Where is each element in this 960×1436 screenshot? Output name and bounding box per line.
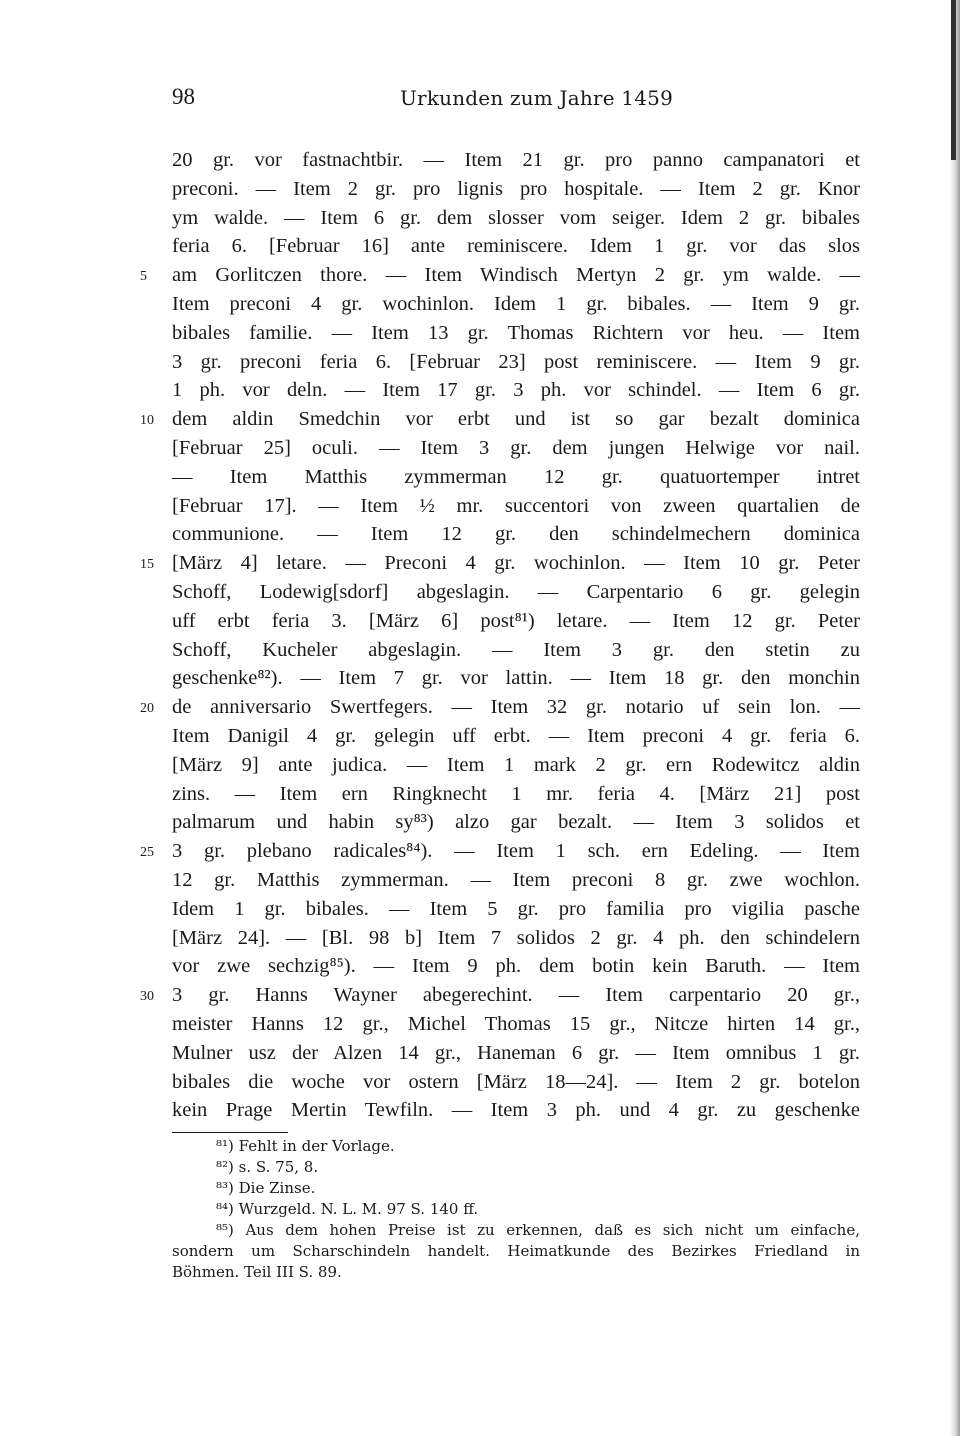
footnotes xyxy=(172,1136,860,1283)
text-line xyxy=(172,290,860,319)
line-text: Item Danigil 4 gr. gelegin uff erbt. — Item preconi 4 gr. feria 6. xyxy=(172,724,860,747)
line-text: ym walde. — Item 6 gr. dem slosser vom seiger. Idem 2 gr. bibales xyxy=(172,206,860,229)
line-text: communione. — Item 12 gr. den schindelmechern dominica xyxy=(172,523,860,546)
text-line xyxy=(172,1096,860,1125)
line-text: 1 ph. vor deln. — Item 17 gr. 3 ph. vor schindel. — Item 6 gr. xyxy=(172,379,860,402)
line-text: zins. — Item ern Ringknecht 1 mr. feria 4. [März 21] post xyxy=(172,782,860,805)
text-line xyxy=(140,693,860,722)
line-text: palmarum und habin sy⁸³) alzo gar bezalt. — Item 3 solidos et xyxy=(172,811,860,834)
line-text: meister Hanns 12 gr., Michel Thomas 15 gr., Nitcze hirten 14 gr., xyxy=(172,1012,860,1035)
text-line xyxy=(172,780,860,809)
line-number: 5 xyxy=(140,269,147,285)
line-text: feria 6. [Februar 16] ante reminiscere. Idem 1 gr. vor das slos xyxy=(172,235,860,258)
text-line xyxy=(172,175,860,204)
text-line xyxy=(172,319,860,348)
line-text: vor zwe sechzig⁸⁵). — Item 9 ph. dem botin kein Baruth. — Item xyxy=(172,955,860,978)
text-line xyxy=(172,722,860,751)
line-text: 12 gr. Matthis zymmerman. — Item preconi 8 gr. zwe wochlon. xyxy=(172,868,860,891)
body-text xyxy=(140,146,860,1125)
text-line xyxy=(172,895,860,924)
footnote-line: Böhmen. Teil III S. 89. xyxy=(172,1263,342,1281)
line-text: uff erbt feria 3. [März 6] post⁸¹) letare. — Item 12 gr. Peter xyxy=(172,609,860,632)
text-line xyxy=(140,837,860,866)
line-text: [März 9] ante judica. — Item 1 mark 2 gr. ern Rodewitcz aldin xyxy=(172,753,860,776)
line-text: [Februar 25] oculi. — Item 3 gr. dem jungen Helwige vor nail. xyxy=(172,436,860,459)
footnote-line: ⁸⁴) Wurzgeld. N. L. M. 97 S. 140 ff. xyxy=(216,1200,479,1218)
line-number: 30 xyxy=(140,989,154,1005)
text-line xyxy=(140,405,860,434)
footnote-line: ⁸³) Die Zinse. xyxy=(216,1179,316,1197)
text-line xyxy=(172,952,860,981)
line-text: Mulner usz der Alzen 14 gr., Haneman 6 gr. — Item omnibus 1 gr. xyxy=(172,1041,860,1064)
text-line xyxy=(172,376,860,405)
text-line xyxy=(172,434,860,463)
line-text: geschenke⁸²). — Item 7 gr. vor lattin. — Item 18 gr. den monchin xyxy=(172,667,860,690)
footnote-line: ⁸²) s. S. 75, 8. xyxy=(216,1158,319,1176)
line-text: 3 gr. plebano radicales⁸⁴). — Item 1 sch. ern Edeling. — Item xyxy=(172,840,860,863)
line-text: [März 24]. — [Bl. 98 b] Item 7 solidos 2 gr. 4 ph. den schindelern xyxy=(172,926,860,949)
text-line xyxy=(172,232,860,261)
footnote-rule xyxy=(172,1132,288,1133)
line-number: 25 xyxy=(140,845,154,861)
line-text: am Gorlitczen thore. — Item Windisch Mertyn 2 gr. ym walde. — xyxy=(172,264,860,287)
line-text: bibales die woche vor ostern [März 18—24]. — Item 2 gr. botelon xyxy=(172,1070,860,1093)
text-line xyxy=(172,492,860,521)
line-number: 20 xyxy=(140,701,154,717)
text-line xyxy=(172,664,860,693)
running-title: Urkunden zum Jahre 1459 xyxy=(400,86,673,110)
text-line xyxy=(172,204,860,233)
footnote-line: ⁸¹) Fehlt in der Vorlage. xyxy=(216,1137,395,1155)
text-line xyxy=(172,924,860,953)
text-line xyxy=(140,981,860,1010)
line-text: Idem 1 gr. bibales. — Item 5 gr. pro familia pro vigilia pasche xyxy=(172,897,860,920)
text-line xyxy=(172,808,860,837)
text-line xyxy=(140,549,860,578)
line-text: 3 gr. Hanns Wayner abegerechint. — Item carpentario 20 gr., xyxy=(172,984,860,1007)
page-spine-shadow xyxy=(950,0,960,1436)
line-text: Schoff, Lodewig[sdorf] abgeslagin. — Carpentario 6 gr. gelegin xyxy=(172,580,860,603)
line-text: [März 4] letare. — Preconi 4 gr. wochinlon. — Item 10 gr. Peter xyxy=(172,552,860,575)
text-line xyxy=(172,146,860,175)
text-line xyxy=(172,520,860,549)
line-text: dem aldin Smedchin vor erbt und ist so gar bezalt dominica xyxy=(172,408,860,431)
line-text: 20 gr. vor fastnachtbir. — Item 21 gr. pro panno campanatori et xyxy=(172,149,860,171)
binding-mark xyxy=(951,0,956,160)
page-number: 98 xyxy=(172,84,195,109)
text-line xyxy=(172,751,860,780)
line-text: — Item Matthis zymmerman 12 gr. quatuortemper intret xyxy=(172,465,860,488)
text-line xyxy=(172,463,860,492)
footnote-line: sondern um Scharschindeln handelt. Heimatkunde des Bezirkes Friedland in xyxy=(172,1242,860,1260)
text-line xyxy=(172,607,860,636)
text-line xyxy=(172,578,860,607)
text-line xyxy=(172,866,860,895)
line-text: [Februar 17]. — Item ½ mr. succentori von zween quartalien de xyxy=(172,494,860,517)
text-line xyxy=(172,1068,860,1097)
line-text: Schoff, Kucheler abgeslagin. — Item 3 gr. den stetin zu xyxy=(172,638,860,661)
text-line xyxy=(172,1039,860,1068)
text-line xyxy=(172,636,860,665)
line-text: Item preconi 4 gr. wochinlon. Idem 1 gr. bibales. — Item 9 gr. xyxy=(172,292,860,315)
text-line xyxy=(172,348,860,377)
footnote-line: ⁸⁵) Aus dem hohen Preise ist zu erkennen, daß es sich nicht um einfache, xyxy=(216,1221,860,1239)
line-text: kein Prage Mertin Tewfiln. — Item 3 ph. und 4 gr. zu geschenke xyxy=(172,1099,860,1122)
line-text: de anniversario Swertfegers. — Item 32 gr. notario uf sein lon. — xyxy=(172,696,860,719)
text-line xyxy=(172,1010,860,1039)
text-line xyxy=(140,261,860,290)
line-number: 15 xyxy=(140,557,154,573)
page-header xyxy=(172,84,860,118)
line-text: preconi. — Item 2 gr. pro lignis pro hospitale. — Item 2 gr. Knor xyxy=(172,177,860,200)
line-text: 3 gr. preconi feria 6. [Februar 23] post reminiscere. — Item 9 gr. xyxy=(172,350,860,373)
line-text: bibales familie. — Item 13 gr. Thomas Richtern vor heu. — Item xyxy=(172,321,860,344)
line-number: 10 xyxy=(140,413,154,429)
